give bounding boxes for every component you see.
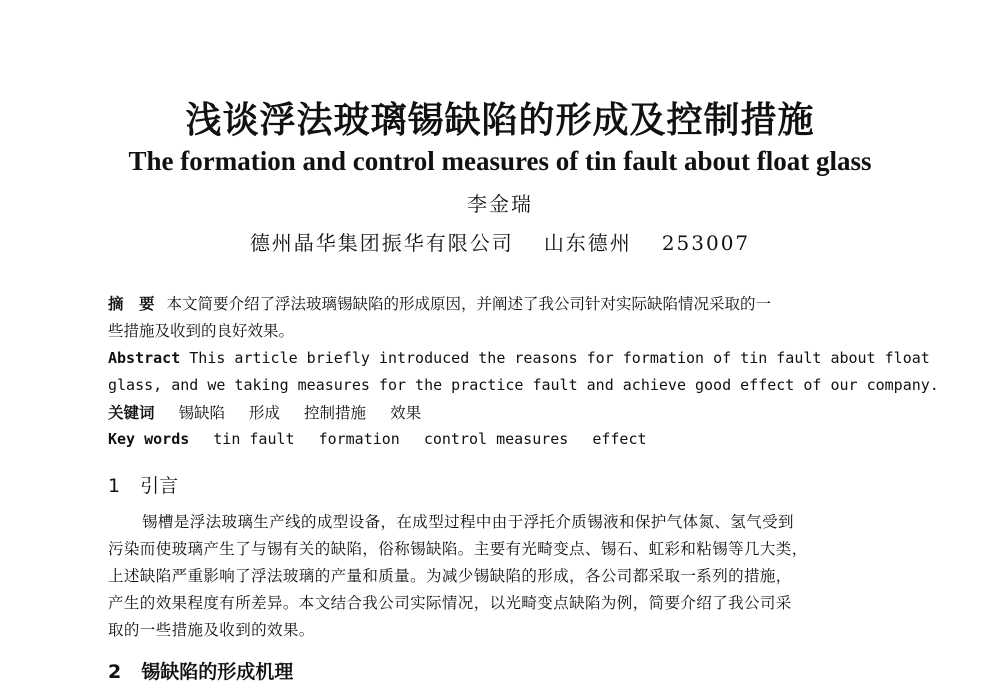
paragraph-line: 污染而使玻璃产生了与锡有关的缺陷，俗称锡缺陷。主要有光畸变点、锡石、虹彩和粘锡等几大类， — [108, 540, 808, 558]
keyword-cn: 控制措施 — [304, 404, 367, 422]
abstract-en-label: Abstract — [108, 349, 181, 367]
paragraph-line: 产生的效果程度有所差异。本文结合我公司实际情况，以光畸变点缺陷为例，简要介绍了我公司采 — [108, 594, 792, 612]
keywords-en — [108, 430, 647, 448]
section-title: 锡缺陷的形成机理 — [141, 661, 294, 683]
affiliation: 德州晶华集团振华有限公司 — [249, 231, 514, 255]
section-1-heading — [108, 471, 178, 498]
keyword-cn: 形成 — [249, 404, 281, 422]
keywords-cn-label: 关键词 — [108, 404, 155, 422]
keyword-en: control measures — [423, 430, 569, 448]
location: 山东德州 — [543, 231, 632, 255]
abstract-cn-line-2: 些措施及收到的良好效果。 — [108, 322, 295, 340]
title-english: The formation and control measures of tin fault about float glass — [128, 146, 872, 176]
paragraph-line: 锡槽是浮法玻璃生产线的成型设备，在成型过程中由于浮托介质锡液和保护气体氮、氢气受到 — [142, 513, 794, 531]
keyword-en: effect — [592, 430, 647, 448]
keyword-cn: 锡缺陷 — [178, 404, 226, 422]
keyword-cn: 效果 — [390, 404, 422, 422]
title-chinese: 浅谈浮法玻璃锡缺陷的形成及控制措施 — [185, 100, 815, 141]
keywords-cn — [108, 401, 421, 423]
abstract-cn-label: 摘 要 — [108, 295, 155, 313]
affiliation-line — [0, 227, 1000, 256]
abstract-en-line-2: glass, and we taking measures for the practice fault and achieve good effect of our company. — [108, 376, 939, 394]
abstract-en-text: This article briefly introduced the reasons for formation of tin fault about float — [189, 349, 930, 367]
section-2-heading — [108, 657, 293, 684]
abstract-en-line-1 — [108, 349, 930, 367]
paragraph-line: 取的一些措施及收到的效果。 — [108, 621, 315, 639]
keyword-en: tin fault — [213, 430, 295, 448]
section-title: 引言 — [140, 475, 179, 497]
paragraph-line: 上述缺陷严重影响了浮法玻璃的产量和质量。为减少锡缺陷的形成，各公司都采取一系列的措施， — [108, 567, 792, 585]
author-name: 李金瑞 — [467, 192, 533, 216]
keywords-en-label: Key words — [108, 430, 190, 448]
abstract-cn-text: 本文简要介绍了浮法玻璃锡缺陷的形成原因，并阐述了我公司针对实际缺陷情况采取的一 — [166, 295, 772, 313]
section-number: 2 — [108, 661, 122, 683]
section-number: 1 — [108, 475, 121, 497]
keyword-en: formation — [318, 430, 400, 448]
postcode: 253007 — [661, 231, 751, 255]
abstract-cn-line-1 — [108, 292, 771, 314]
